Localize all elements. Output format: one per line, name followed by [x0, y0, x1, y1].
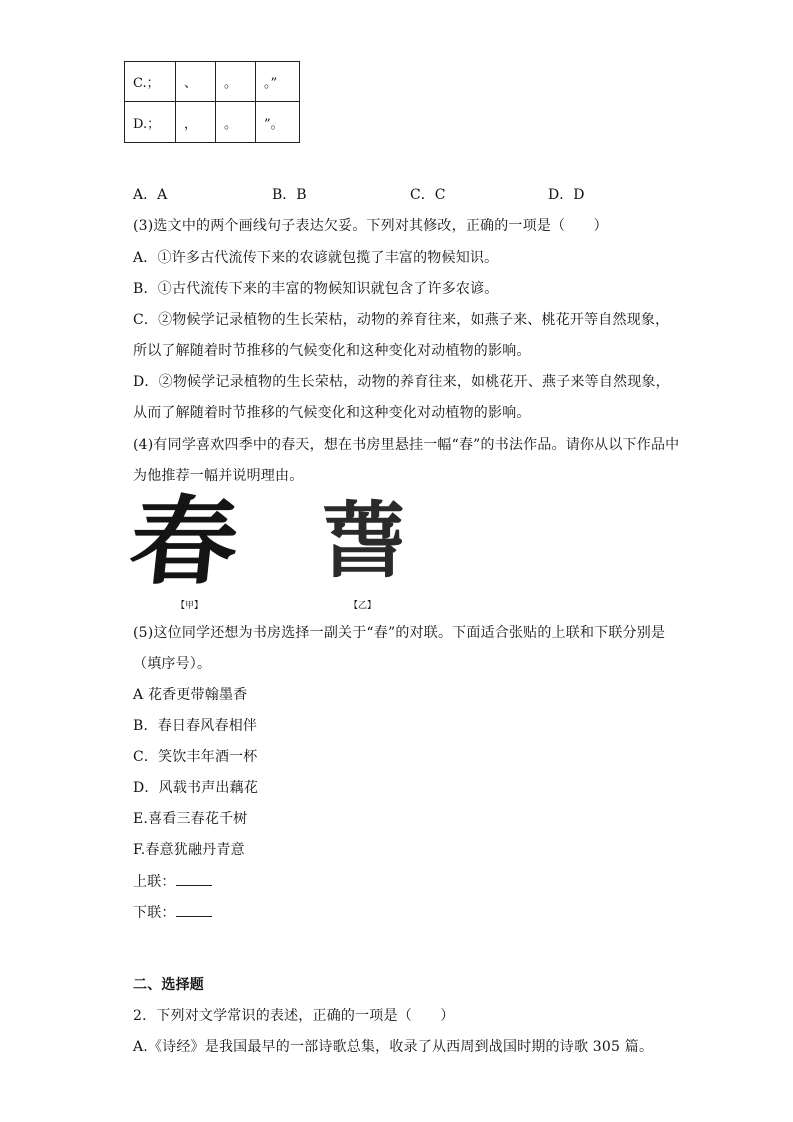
- table-cell: C.；: [125, 62, 176, 102]
- couplet-option-f[interactable]: F.春意犹融丹青意: [133, 842, 245, 858]
- calligraphy-yi[interactable]: [322, 494, 404, 590]
- caption-jia: 【甲】: [176, 601, 204, 611]
- table-cell: D.；: [125, 102, 176, 143]
- answer-option-b[interactable]: B．B: [272, 187, 307, 203]
- question-4-stem-cont: 为他推荐一幅并说明理由。: [133, 468, 304, 484]
- question-2-option-a[interactable]: A.《诗经》是我国最早的一部诗歌总集，收录了从西周到战国时期的诗歌 305 篇。: [133, 1039, 654, 1055]
- table-cell: 。”: [256, 62, 300, 102]
- table-cell: 、: [176, 62, 216, 102]
- question-5-stem-cont: （填序号）。: [133, 656, 212, 672]
- question-4-stem: (4)有同学喜欢四季中的春天，想在书房里悬挂一幅“春”的书法作品。请你从以下作品中: [133, 437, 680, 453]
- table-cell: ”。: [256, 102, 300, 143]
- lower-couplet-blank[interactable]: [176, 904, 212, 917]
- table-cell: 。: [216, 102, 256, 143]
- couplet-option-d[interactable]: D．风载书声出藕花: [133, 780, 259, 796]
- answer-option-a[interactable]: A．A: [133, 187, 168, 203]
- question-2-stem: 2．下列对文学常识的表述，正确的一项是（ ）: [133, 1008, 455, 1024]
- question-3-stem: (3)选文中的两个画线句子表达欠妥。下列对其修改，正确的一项是（ ）: [133, 218, 608, 234]
- q3-option-d-cont: 从而了解随着时节推移的气候变化和这种变化对动植物的影响。: [133, 405, 531, 421]
- q3-option-a[interactable]: A．①许多古代流传下来的农谚就包揽了丰富的物候知识。: [133, 250, 499, 266]
- calligraphy-jia-glyph: 春: [124, 485, 244, 598]
- couplet-option-c[interactable]: C．笑饮丰年酒一杯: [133, 749, 258, 765]
- punctuation-table: [124, 61, 300, 143]
- couplet-option-b[interactable]: B．春日春风春相伴: [133, 718, 258, 734]
- q3-option-d[interactable]: D．②物候学记录植物的生长荣枯，动物的养育往来，如桃花开、燕子来等自然现象，: [133, 374, 670, 390]
- answer-option-d[interactable]: D．D: [548, 187, 585, 203]
- couplet-option-a[interactable]: A 花香更带翰墨香: [133, 687, 248, 703]
- table-cell: 。: [216, 62, 256, 102]
- caption-yi: 【乙】: [349, 601, 377, 611]
- question-5-stem: (5)这位同学还想为书房选择一副关于“春”的对联。下面适合张贴的上联和下联分别是: [133, 625, 666, 641]
- q3-option-b[interactable]: B．①古代流传下来的丰富的物候知识就包含了许多农谚。: [133, 281, 499, 297]
- section-2-heading: 二、选择题: [133, 977, 204, 993]
- q3-option-c[interactable]: C．②物候学记录植物的生长荣枯，动物的养育往来，如燕子来、桃花开等自然现象，: [133, 312, 670, 328]
- couplet-option-e[interactable]: E.喜看三春花千树: [133, 811, 248, 827]
- q3-option-c-cont: 所以了解随着时节推移的气候变化和这种变化对动植物的影响。: [133, 343, 531, 359]
- lower-couplet-label: 下联：: [133, 905, 176, 921]
- upper-couplet-blank[interactable]: [176, 873, 212, 886]
- calligraphy-jia[interactable]: [124, 485, 252, 598]
- upper-couplet-label: 上联：: [133, 874, 176, 890]
- table-row: [125, 62, 300, 102]
- calligraphy-yi-glyph: 萅: [322, 494, 405, 589]
- lower-couplet-answer: [133, 902, 212, 922]
- table-cell: ，: [176, 102, 216, 143]
- upper-couplet-answer: [133, 871, 212, 891]
- answer-option-c[interactable]: C．C: [410, 187, 446, 203]
- table-row: [125, 102, 300, 143]
